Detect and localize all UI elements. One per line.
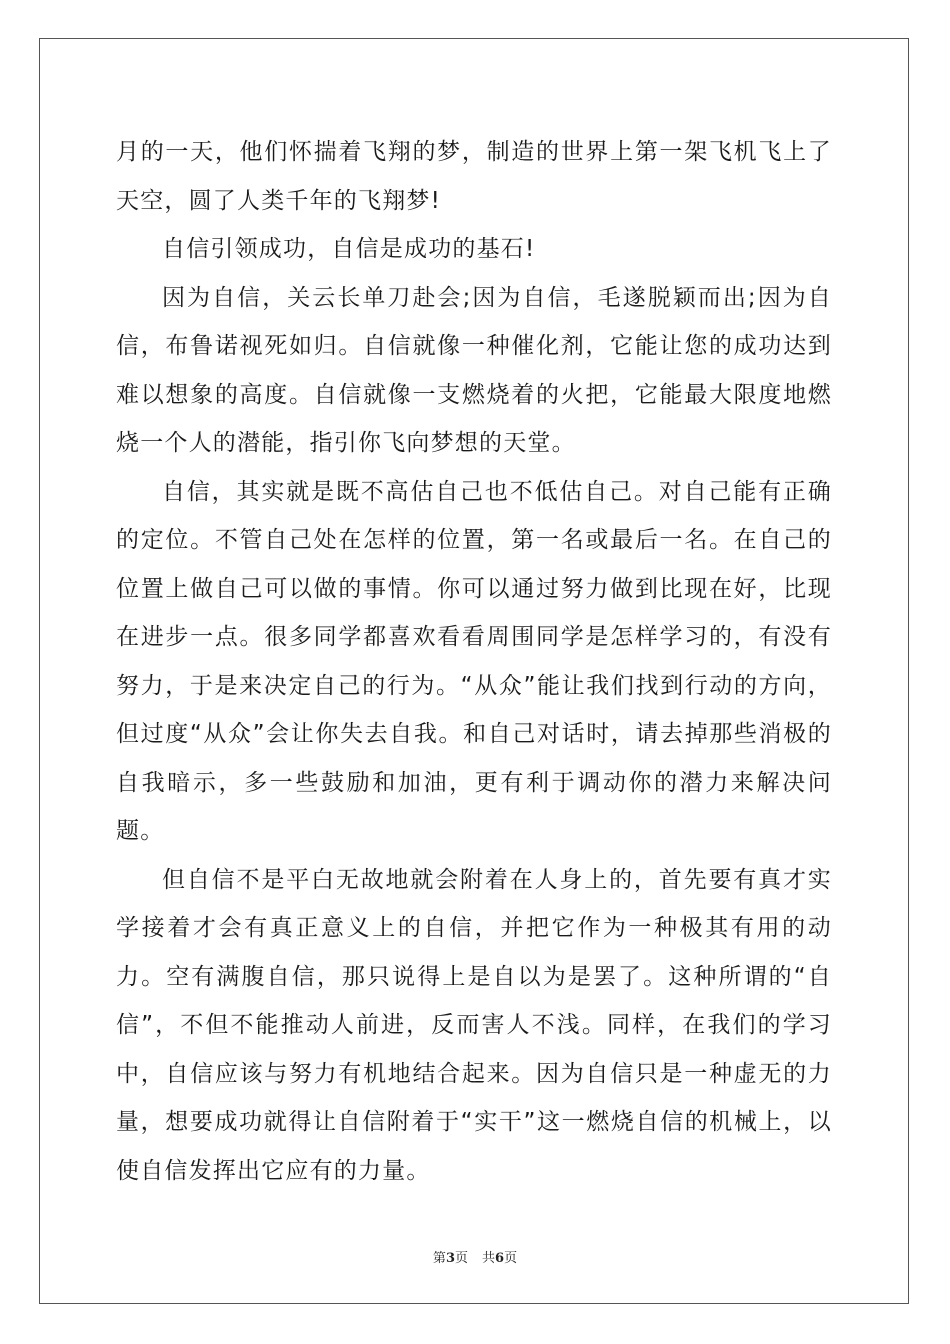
- page-number: 3: [445, 1251, 455, 1266]
- paragraph-5: 但自信不是平白无故地就会附着在人身上的，首先要有真才实学接着才会有真正意义上的自信，并把它作为一种极其有用的动力。空有满腹自信，那只说得上是自以为是罢了。这种所谓的“自信”，不但不能推动人前进，反而害人不浅。同样，在我们的学习中，自信应该与努力有机地结合起来。因为自信只是一种虚无的力量，想要成功就得让自信附着于“实干”这一燃烧自信的机械上，以使自信发挥出它应有的力量。: [116, 866, 832, 1184]
- total-suffix: 页: [504, 1251, 518, 1266]
- paragraph-4: 自信，其实就是既不高估自己也不低估自己。对自己能有正确的定位。不管自己处在怎样的位置，第一名或最后一名。在自己的位置上做自己可以做的事情。你可以通过努力做到比现在好，比现在进步一点。很多同学都喜欢看看周围同学是怎样学习的，有没有努力，于是来决定自己的行为。“从众”能让我们找到行动的方向，但过度“从众”会让你失去自我。和自己对话时，请去掉那些消极的自我暗示，多一些鼓励和加油，更有利于调动你的潜力来解决问题。: [116, 478, 832, 844]
- total-pages: 6: [495, 1251, 505, 1266]
- total-prefix: 共: [482, 1251, 496, 1266]
- page-prefix: 第: [432, 1251, 446, 1266]
- document-body: [116, 128, 832, 1195]
- page-footer: [0, 1247, 950, 1266]
- paragraph-3: 因为自信，关云长单刀赴会;因为自信，毛遂脱颖而出;因为自信，布鲁诺视死如归。自信就像一种催化剂，它能让您的成功达到难以想象的高度。自信就像一支燃烧着的火把，它能最大限度地燃烧一个人的潜能，指引你飞向梦想的天堂。: [116, 284, 832, 456]
- paragraph-1: 月的一天，他们怀揣着飞翔的梦，制造的世界上第一架飞机飞上了天空，圆了人类千年的飞翔梦!: [116, 139, 832, 214]
- paragraph-2: 自信引领成功，自信是成功的基石!: [162, 236, 536, 262]
- page-suffix: 页: [454, 1251, 468, 1266]
